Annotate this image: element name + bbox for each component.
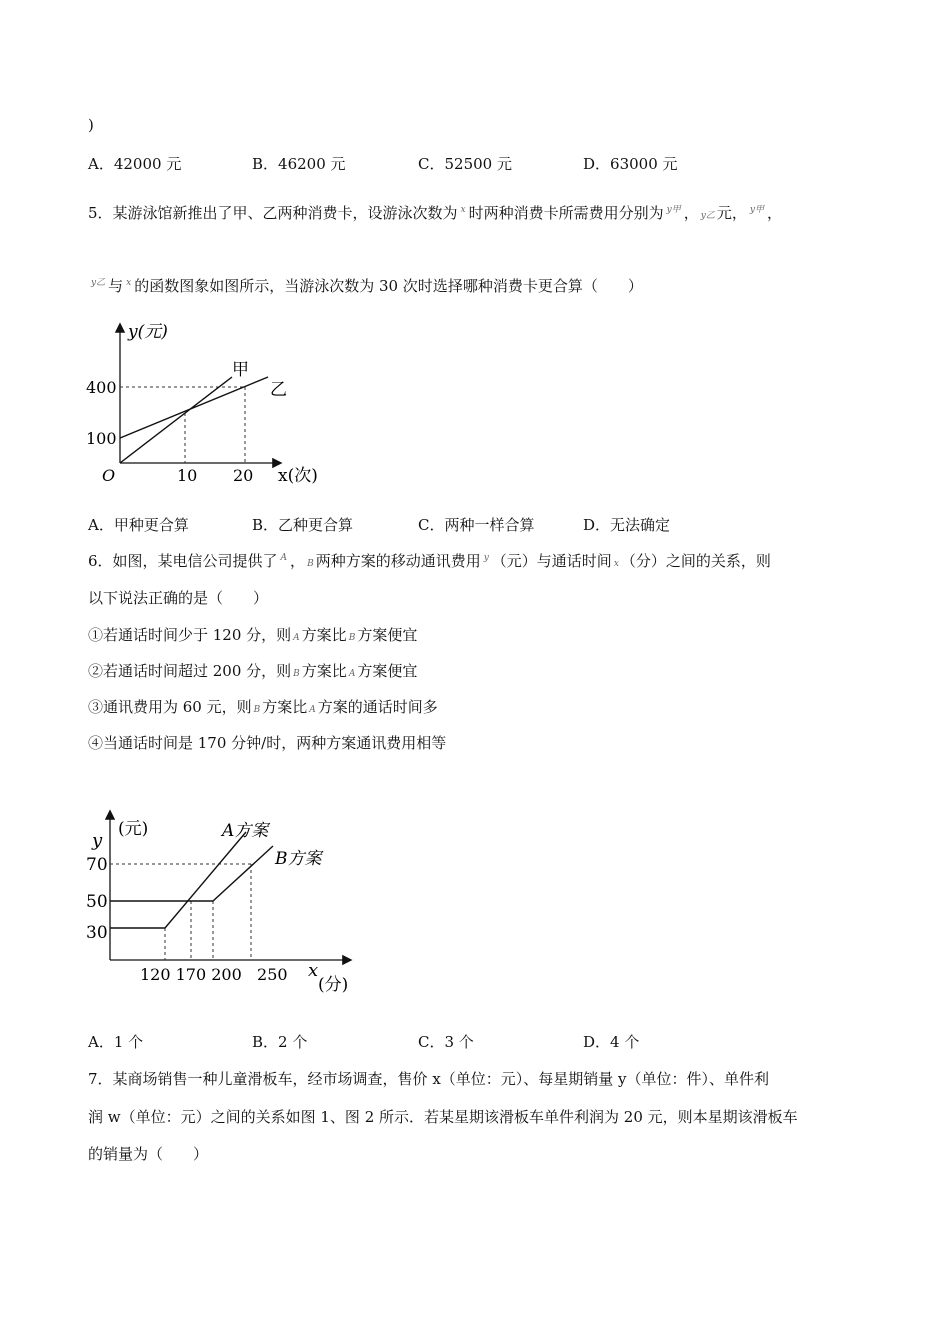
g1-tick-10: 10: [177, 466, 198, 485]
q5-text5: 的函数图象如图所示，当游泳次数为 30 次时选择哪种消费卡更合算（ ）: [134, 277, 643, 295]
q5-var-y-yi: y乙: [700, 211, 715, 221]
q6-s2-a: A: [348, 669, 356, 679]
q5-option-c[interactable]: C．两种一样合算: [418, 516, 535, 534]
q6-line1: [88, 550, 771, 571]
g1-tick-400: 400: [86, 378, 117, 397]
q5-var-x-2: x: [126, 278, 132, 288]
q5-text3: 元，: [716, 204, 747, 222]
q4-tail: ): [88, 116, 94, 134]
g2-label-b: B方案: [275, 849, 322, 869]
q4-option-a[interactable]: A．42000 元: [88, 155, 182, 173]
q6-line1b: 两种方案的移动通讯费用: [315, 552, 481, 570]
q6-s3-b: B: [253, 705, 261, 715]
q6-s2c: 方案便宜: [357, 662, 418, 680]
q6-statement-4: ④当通话时间是 170 分钟/时，两种方案通讯费用相等: [88, 734, 447, 752]
g2-line-plan-b: [110, 846, 273, 901]
g2-yunit: (元): [118, 819, 149, 839]
graph-phone-plans: [80, 808, 370, 1008]
q5-option-b[interactable]: B．乙种更合算: [252, 516, 354, 534]
g1-label-yi: 乙: [270, 380, 287, 400]
q5-var-x: x: [460, 205, 466, 215]
q5-option-d[interactable]: D．无法确定: [583, 516, 671, 534]
q4-option-b[interactable]: B．46200 元: [252, 155, 346, 173]
q5-comma-2: ，: [766, 204, 782, 222]
q5-text1: 5．某游泳馆新推出了甲、乙两种消费卡，设游泳次数为: [88, 204, 458, 222]
q6-s1b: 方案比: [301, 626, 347, 644]
q6-option-a[interactable]: A．1 个: [88, 1033, 144, 1051]
g2-tick-70: 70: [86, 855, 108, 875]
q4-option-c[interactable]: C．52500 元: [418, 155, 512, 173]
q6-line2: 以下说法正确的是（ ）: [88, 589, 269, 607]
q6-line1a: 6．如图，某电信公司提供了: [88, 552, 278, 570]
q6-s3b: 方案比: [262, 698, 308, 716]
q6-s2b: 方案比: [301, 662, 347, 680]
q7-line3: 的销量为（ ）: [88, 1145, 209, 1163]
q6-s2-b: B: [293, 669, 300, 679]
q6-s1-a: A: [293, 633, 300, 643]
g1-line-yi: [120, 377, 268, 438]
q7-line1: 7．某商场销售一种儿童滑板车，经市场调查，售价 x（单位：元）、每星期销量 y（单位：件）、单件利: [88, 1070, 770, 1088]
q5-comma: ，: [683, 204, 699, 222]
g2-line-plan-a: [110, 832, 246, 928]
g2-ylabel: y: [92, 830, 103, 851]
q5-option-a[interactable]: A．甲种更合算: [88, 516, 189, 534]
q6-var-x: x: [613, 559, 619, 569]
q5-var-y-yi-2: y乙: [91, 278, 106, 288]
g2-xunit: (分): [318, 975, 349, 995]
q6-s3a: ③通讯费用为 60 元，则: [88, 698, 252, 716]
g2-xticks: 120 170 200 250: [140, 965, 288, 984]
q6-option-b[interactable]: B．2 个: [252, 1033, 308, 1051]
q6-statement-3: [88, 696, 438, 717]
q6-s3c: 方案的通话时间多: [317, 698, 438, 716]
q5-var-y-jia-2: y甲: [749, 205, 764, 215]
q6-var-a: A: [280, 553, 288, 563]
q5-line2: [88, 275, 643, 296]
g1-line-jia: [120, 377, 232, 463]
q6-statement-2: [88, 660, 417, 681]
q6-s1c: 方案便宜: [357, 626, 418, 644]
q6-line1d: （分）之间的关系，则: [620, 552, 771, 570]
g1-label-jia: 甲: [232, 360, 249, 380]
q6-var-b: B: [307, 559, 314, 569]
q5-line1: [88, 202, 782, 223]
q6-var-y: y: [483, 553, 489, 563]
g1-xlabel: x(次): [278, 466, 318, 486]
q6-option-c[interactable]: C．3 个: [418, 1033, 474, 1051]
g2-xlabel: x: [308, 960, 319, 981]
q6-s1-b: B: [348, 633, 356, 643]
g1-ylabel: y(元): [128, 322, 168, 342]
q5-text4: 与: [108, 277, 124, 295]
q6-option-d[interactable]: D．4 个: [583, 1033, 640, 1051]
g2-label-a: A方案: [222, 821, 269, 841]
g2-tick-50: 50: [86, 892, 108, 912]
g2-tick-30: 30: [86, 923, 108, 943]
g1-tick-100: 100: [86, 429, 117, 448]
q6-s3-a: A: [309, 705, 316, 715]
q6-statement-1: [88, 624, 417, 645]
q6-line1c: （元）与通话时间: [491, 552, 612, 570]
q4-option-d[interactable]: D．63000 元: [583, 155, 678, 173]
graph-swim-cards: [80, 315, 340, 495]
g1-origin: O: [102, 466, 116, 485]
q5-var-y-jia: y甲: [666, 205, 681, 215]
q7-line2: 润 w（单位：元）之间的关系如图 1、图 2 所示．若某星期该滑板车单件利润为 20 元，则本星期该滑板车: [88, 1108, 798, 1126]
q6-sep: ，: [290, 552, 306, 570]
q6-s2a: ②若通话时间超过 200 分，则: [88, 662, 292, 680]
q6-s1a: ①若通话时间少于 120 分，则: [88, 626, 292, 644]
q5-text2: 时两种消费卡所需费用分别为: [468, 204, 664, 222]
g1-tick-20: 20: [233, 466, 254, 485]
